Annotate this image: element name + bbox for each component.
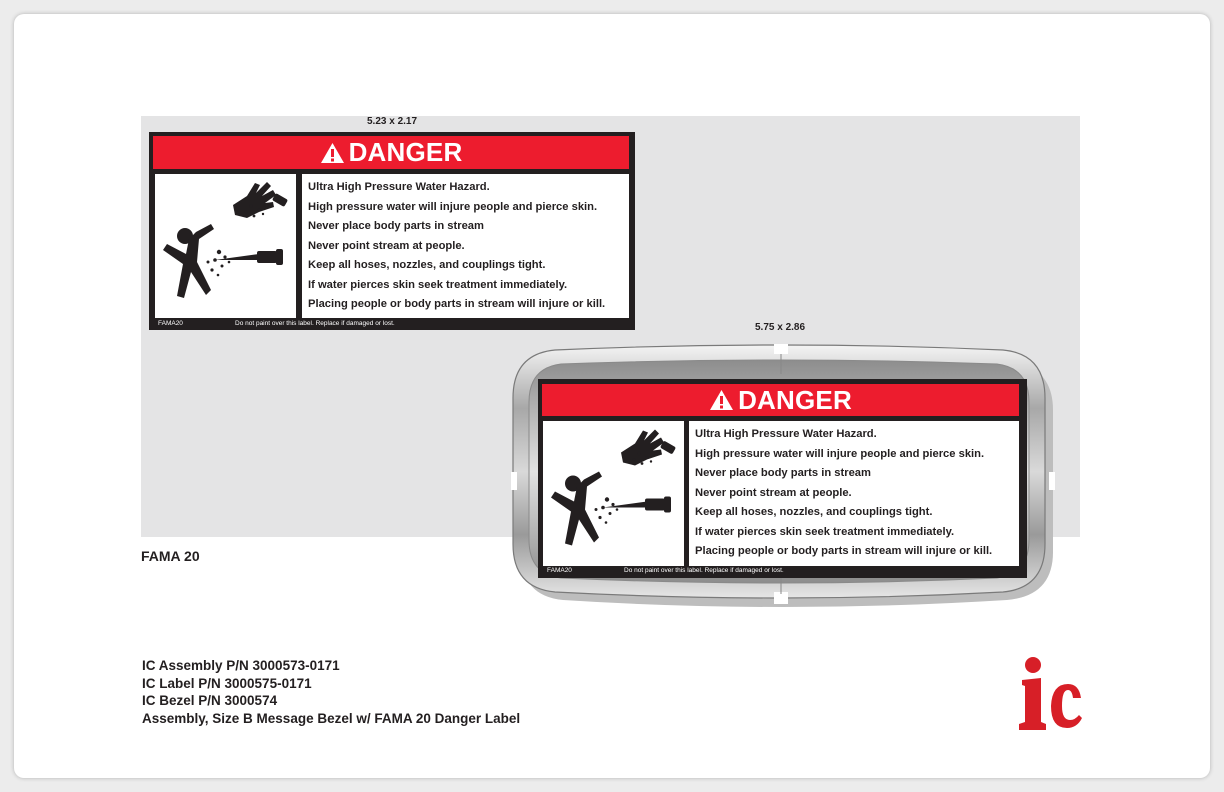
message-line: Ultra High Pressure Water Hazard. xyxy=(308,181,490,193)
message-panel xyxy=(302,174,629,318)
message-line: Keep all hoses, nozzles, and couplings tight. xyxy=(695,506,933,518)
bezel-danger-label xyxy=(538,379,1027,578)
message-line: Placing people or body parts in stream will injure or kill. xyxy=(695,545,993,557)
message-line: Placing people or body parts in stream will injure or kill. xyxy=(308,298,606,310)
bezel-label-dimension: 5.75 x 2.86 xyxy=(755,322,806,333)
water-jet-injury-icon xyxy=(155,174,296,318)
warning-triangle-icon xyxy=(320,142,345,164)
danger-header xyxy=(153,136,629,169)
message-line: Never point stream at people. xyxy=(695,486,852,499)
bezel-part-number: IC Bezel P/N 3000574 xyxy=(142,693,278,708)
label-code: FAMA20 xyxy=(158,320,183,327)
message-line: Keep all hoses, nozzles, and couplings tight. xyxy=(308,259,546,271)
warning-triangle-icon xyxy=(709,389,734,411)
assembly-description: Assembly, Size B Message Bezel w/ FAMA 20 Danger Label xyxy=(142,710,521,726)
pressure-hazard-pictogram xyxy=(155,174,296,318)
assembly-part-number: IC Assembly P/N 3000573-0171 xyxy=(142,658,340,673)
message-line: Never point stream at people. xyxy=(308,239,465,252)
label-code: FAMA20 xyxy=(547,567,572,574)
small-danger-label xyxy=(149,132,635,330)
message-line: If water pierces skin seek treatment immediately. xyxy=(695,525,955,538)
label-footer-note: Do not paint over this label. Replace if damaged or lost. xyxy=(235,320,395,327)
danger-header xyxy=(542,384,1019,416)
danger-header-text: DANGER xyxy=(738,384,852,415)
message-line: Ultra High Pressure Water Hazard. xyxy=(695,428,877,440)
ic-logo xyxy=(1019,656,1085,732)
message-line: Never place body parts in stream xyxy=(308,220,484,232)
message-line: If water pierces skin seek treatment immediately. xyxy=(308,278,568,291)
pressure-hazard-pictogram xyxy=(543,421,684,566)
small-label-dimension: 5.23 x 2.17 xyxy=(367,116,418,127)
part-number-block xyxy=(142,657,520,727)
message-line: Never place body parts in stream xyxy=(695,467,871,479)
product-code: FAMA 20 xyxy=(141,548,200,564)
water-jet-injury-icon xyxy=(543,421,684,566)
label-part-number: IC Label P/N 3000575-0171 xyxy=(142,675,312,691)
label-footer-note: Do not paint over this label. Replace if damaged or lost. xyxy=(624,567,784,574)
message-panel xyxy=(689,421,1019,566)
message-line: High pressure water will injure people and pierce skin. xyxy=(695,447,985,460)
message-line: High pressure water will injure people and pierce skin. xyxy=(308,200,598,213)
danger-header-text: DANGER xyxy=(348,137,463,167)
